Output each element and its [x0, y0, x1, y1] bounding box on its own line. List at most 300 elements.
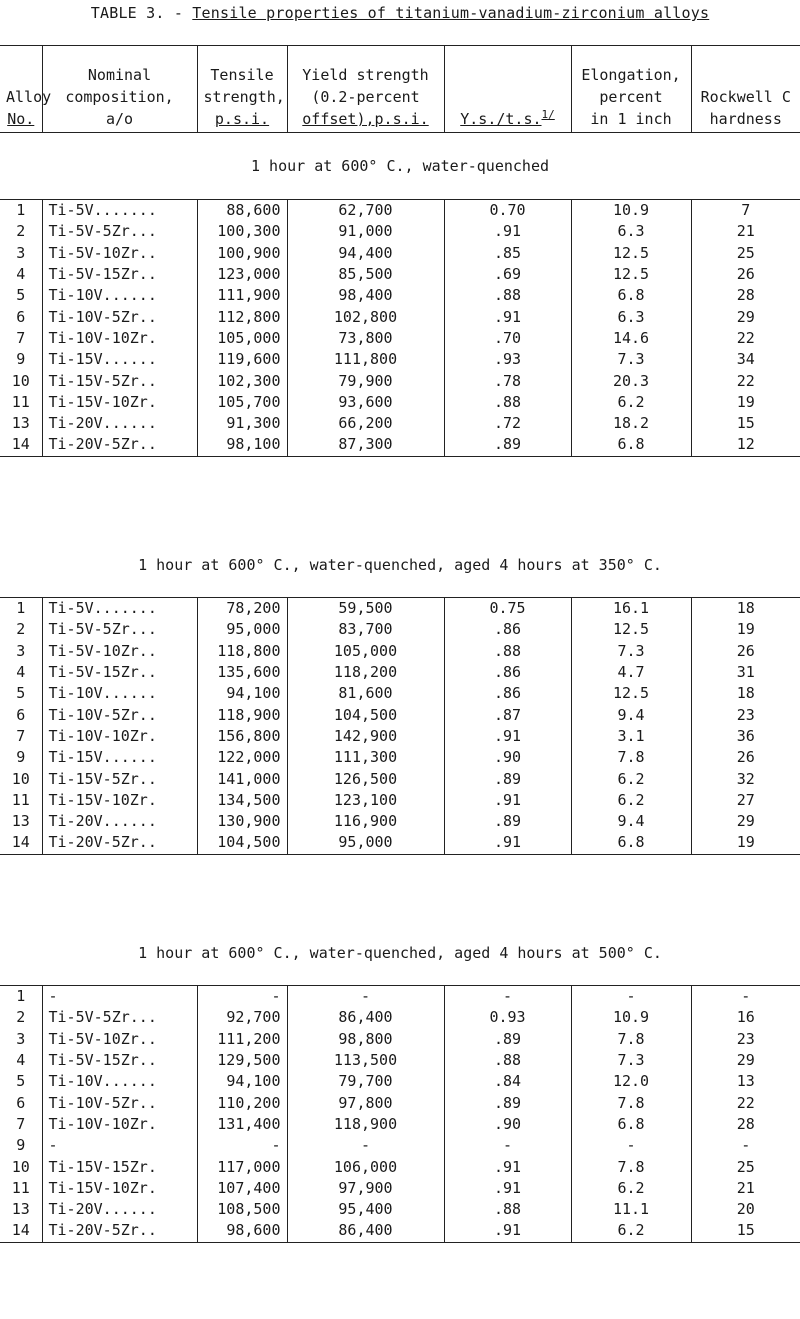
ratio-cell: 0.75 — [444, 598, 571, 620]
tensile-cell: 130,900 — [197, 811, 287, 832]
yield-cell: 59,500 — [287, 598, 444, 620]
composition-cell: Ti-10V-5Zr.. — [42, 1092, 197, 1113]
alloy-no-cell: 2 — [16, 620, 26, 639]
alloy-no-cell: 11 — [11, 392, 30, 411]
rockwell-cell: 29 — [691, 306, 800, 327]
table-row — [0, 598, 800, 620]
ratio-cell: .86 — [444, 683, 571, 704]
composition-cell: Ti-5V-10Zr.. — [42, 641, 197, 662]
composition-cell: Ti-5V....... — [42, 598, 197, 620]
elongation-cell: 18.2 — [571, 413, 691, 434]
composition-cell: Ti-10V-10Zr. — [42, 1114, 197, 1135]
table-row — [0, 986, 800, 1008]
alloy-no-cell: 4 — [16, 1051, 26, 1070]
yield-cell: 81,600 — [287, 683, 444, 704]
ratio-cell: .84 — [444, 1071, 571, 1092]
ratio-cell: .86 — [444, 662, 571, 683]
alloy-no-cell: 6 — [16, 1093, 26, 1112]
table-row — [0, 704, 800, 725]
tensile-cell: 95,000 — [197, 619, 287, 640]
composition-cell: Ti-5V-5Zr... — [42, 221, 197, 242]
col-header-tensile: Tensile strength, p.s.i. — [197, 46, 287, 133]
rockwell-cell: 29 — [691, 1050, 800, 1071]
yield-cell: 95,400 — [287, 1199, 444, 1220]
tensile-cell: 104,500 — [197, 832, 287, 854]
tensile-cell: - — [197, 986, 287, 1008]
elongation-cell: 6.3 — [571, 306, 691, 327]
rockwell-cell: - — [691, 1135, 800, 1156]
rockwell-cell: 16 — [691, 1007, 800, 1028]
yield-cell: 86,400 — [287, 1007, 444, 1028]
table-row — [0, 413, 800, 434]
rockwell-cell: 27 — [691, 790, 800, 811]
tensile-cell: 129,500 — [197, 1050, 287, 1071]
yield-cell: 85,500 — [287, 264, 444, 285]
tensile-cell: 107,400 — [197, 1178, 287, 1199]
tensile-cell: 105,700 — [197, 392, 287, 413]
ratio-cell: .90 — [444, 747, 571, 768]
rockwell-cell: 15 — [691, 1220, 800, 1242]
section-table — [0, 199, 800, 457]
composition-cell: Ti-10V...... — [42, 1071, 197, 1092]
elongation-cell: 7.8 — [571, 1156, 691, 1177]
elongation-cell: 6.8 — [571, 832, 691, 854]
yield-cell: 66,200 — [287, 413, 444, 434]
footnote-marker: 1/ — [541, 108, 555, 121]
tensile-cell: 108,500 — [197, 1199, 287, 1220]
yield-cell: 79,900 — [287, 370, 444, 391]
rockwell-cell: 23 — [691, 1029, 800, 1050]
yield-cell: 73,800 — [287, 328, 444, 349]
tensile-cell: 135,600 — [197, 662, 287, 683]
yield-cell: 105,000 — [287, 641, 444, 662]
yield-cell: 79,700 — [287, 1071, 444, 1092]
yield-cell: 98,400 — [287, 285, 444, 306]
table-row — [0, 243, 800, 264]
composition-cell: Ti-5V-15Zr.. — [42, 1050, 197, 1071]
alloy-no-cell: 9 — [16, 748, 26, 767]
alloy-no-cell: 5 — [16, 1072, 26, 1091]
table-title-text: Tensile properties of titanium-vanadium-zirconium alloys — [192, 4, 710, 22]
alloy-no-cell: 14 — [0, 832, 42, 854]
yield-cell: 95,000 — [287, 832, 444, 854]
col-header-composition: Nominal composition, a/o — [42, 46, 197, 133]
alloy-no-cell: 1 — [16, 201, 26, 220]
tensile-cell: 78,200 — [197, 598, 287, 620]
tensile-cell: 122,000 — [197, 747, 287, 768]
elongation-cell: 4.7 — [571, 662, 691, 683]
table-row — [0, 790, 800, 811]
table-title — [0, 4, 800, 22]
table-row — [0, 1220, 800, 1242]
ratio-cell: 0.93 — [444, 1007, 571, 1028]
alloy-no-cell: 1 — [16, 599, 26, 618]
tensile-cell: 118,900 — [197, 704, 287, 725]
tensile-cell: 110,200 — [197, 1092, 287, 1113]
tensile-cell: 119,600 — [197, 349, 287, 370]
col-header-elongation: Elongation, percent in 1 inch — [571, 46, 691, 133]
composition-cell: Ti-5V-5Zr... — [42, 1007, 197, 1028]
composition-cell: Ti-15V-5Zr.. — [42, 370, 197, 391]
rockwell-cell: 36 — [691, 726, 800, 747]
composition-cell: Ti-20V-5Zr.. — [42, 1220, 197, 1242]
table-row — [0, 1156, 800, 1177]
composition-cell: Ti-20V...... — [42, 1199, 197, 1220]
col-header-alloy: Alloy No. — [6, 88, 52, 128]
elongation-cell: 6.3 — [571, 221, 691, 242]
alloy-no-cell: 11 — [11, 790, 30, 809]
ratio-cell: .91 — [444, 1156, 571, 1177]
elongation-cell: 6.2 — [571, 1220, 691, 1242]
section-title: 1 hour at 600° C., water-quenched, aged 4 hours at 350° C. — [138, 556, 662, 574]
table-row — [0, 726, 800, 747]
alloy-no-cell: 4 — [16, 265, 26, 284]
alloy-no-cell: 7 — [16, 328, 26, 347]
composition-cell: Ti-20V...... — [42, 413, 197, 434]
ratio-cell: .72 — [444, 413, 571, 434]
col-header-rockwell: Rockwell C hardness — [691, 46, 800, 133]
ratio-cell: .91 — [444, 1178, 571, 1199]
alloy-no-cell: 1 — [16, 987, 26, 1006]
table-row — [0, 264, 800, 285]
tensile-cell: 102,300 — [197, 370, 287, 391]
alloy-no-cell: 5 — [16, 684, 26, 703]
rockwell-cell: 23 — [691, 704, 800, 725]
composition-cell: Ti-10V-5Zr.. — [42, 306, 197, 327]
alloy-no-cell: 13 — [11, 812, 30, 831]
elongation-cell: 6.2 — [571, 768, 691, 789]
yield-cell: 83,700 — [287, 619, 444, 640]
table-row — [0, 349, 800, 370]
elongation-cell: 6.2 — [571, 790, 691, 811]
tensile-cell: 94,100 — [197, 683, 287, 704]
ratio-cell: .90 — [444, 1114, 571, 1135]
ratio-cell: .88 — [444, 641, 571, 662]
rockwell-cell: 12 — [691, 434, 800, 456]
composition-cell: Ti-10V...... — [42, 683, 197, 704]
alloy-no-cell: 13 — [11, 1200, 30, 1219]
composition-cell: Ti-10V-5Zr.. — [42, 704, 197, 725]
table-row — [0, 1178, 800, 1199]
yield-cell: 93,600 — [287, 392, 444, 413]
ratio-cell: .88 — [444, 285, 571, 306]
composition-cell: Ti-15V-10Zr. — [42, 790, 197, 811]
table-row — [0, 619, 800, 640]
yield-cell: 126,500 — [287, 768, 444, 789]
yield-cell: 104,500 — [287, 704, 444, 725]
table-row — [0, 662, 800, 683]
table-row — [0, 392, 800, 413]
table-row — [0, 434, 800, 456]
elongation-cell: 7.8 — [571, 1029, 691, 1050]
elongation-cell: - — [571, 986, 691, 1008]
alloy-no-cell: 3 — [16, 641, 26, 660]
table-row — [0, 1050, 800, 1071]
rockwell-cell: 26 — [691, 641, 800, 662]
alloy-no-cell: 9 — [16, 350, 26, 369]
composition-cell: Ti-5V-10Zr.. — [42, 243, 197, 264]
elongation-cell: 10.9 — [571, 200, 691, 222]
rockwell-cell: 22 — [691, 1092, 800, 1113]
col-header-yield: Yield strength (0.2-percent offset),p.s.i. — [287, 46, 444, 133]
rockwell-cell: 19 — [691, 832, 800, 854]
elongation-cell: 11.1 — [571, 1199, 691, 1220]
alloy-no-cell: 14 — [0, 434, 42, 456]
alloy-no-cell: 14 — [0, 1220, 42, 1242]
yield-cell: 62,700 — [287, 200, 444, 222]
alloy-no-cell: 7 — [16, 1114, 26, 1133]
yield-cell: 87,300 — [287, 434, 444, 456]
rockwell-cell: 18 — [691, 598, 800, 620]
rockwell-cell: 20 — [691, 1199, 800, 1220]
ratio-cell: .89 — [444, 434, 571, 456]
ratio-cell: .89 — [444, 1029, 571, 1050]
alloy-no-cell: 6 — [16, 705, 26, 724]
rockwell-cell: - — [691, 986, 800, 1008]
rockwell-cell: 13 — [691, 1071, 800, 1092]
elongation-cell: 12.5 — [571, 264, 691, 285]
tensile-cell: 112,800 — [197, 306, 287, 327]
ratio-cell: - — [444, 986, 571, 1008]
rockwell-cell: 15 — [691, 413, 800, 434]
elongation-cell: 3.1 — [571, 726, 691, 747]
elongation-cell: 6.2 — [571, 392, 691, 413]
ratio-cell: .89 — [444, 1092, 571, 1113]
tensile-cell: 94,100 — [197, 1071, 287, 1092]
composition-cell: Ti-15V...... — [42, 747, 197, 768]
table-row — [0, 1114, 800, 1135]
tensile-cell: 134,500 — [197, 790, 287, 811]
ratio-cell: .91 — [444, 832, 571, 854]
alloy-no-cell: 2 — [16, 222, 26, 241]
table-row — [0, 1007, 800, 1028]
alloy-no-cell: 7 — [16, 726, 26, 745]
elongation-cell: 6.8 — [571, 285, 691, 306]
alloy-no-cell: 3 — [16, 243, 26, 262]
ratio-cell: .78 — [444, 370, 571, 391]
ratio-cell: .91 — [444, 1220, 571, 1242]
composition-cell: Ti-5V-10Zr.. — [42, 1029, 197, 1050]
yield-cell: 111,800 — [287, 349, 444, 370]
ratio-cell: .93 — [444, 349, 571, 370]
composition-cell: Ti-15V-15Zr. — [42, 1156, 197, 1177]
yield-cell: 102,800 — [287, 306, 444, 327]
table-row — [0, 1029, 800, 1050]
composition-cell: Ti-5V-15Zr.. — [42, 264, 197, 285]
yield-cell: 142,900 — [287, 726, 444, 747]
ratio-cell: .89 — [444, 768, 571, 789]
composition-cell: Ti-15V-5Zr.. — [42, 768, 197, 789]
elongation-cell: 12.0 — [571, 1071, 691, 1092]
yield-cell: 97,800 — [287, 1092, 444, 1113]
rockwell-cell: 19 — [691, 392, 800, 413]
rockwell-cell: 19 — [691, 619, 800, 640]
tensile-cell: 88,600 — [197, 200, 287, 222]
composition-cell: - — [42, 986, 197, 1008]
ratio-cell: .69 — [444, 264, 571, 285]
composition-cell: Ti-10V...... — [42, 285, 197, 306]
elongation-cell: 7.3 — [571, 349, 691, 370]
ratio-cell: .88 — [444, 1199, 571, 1220]
rockwell-cell: 31 — [691, 662, 800, 683]
elongation-cell: 12.5 — [571, 683, 691, 704]
yield-cell: 118,900 — [287, 1114, 444, 1135]
alloy-no-cell: 5 — [16, 286, 26, 305]
alloy-no-cell: 4 — [16, 663, 26, 682]
elongation-cell: 10.9 — [571, 1007, 691, 1028]
ratio-cell: .87 — [444, 704, 571, 725]
rockwell-cell: 18 — [691, 683, 800, 704]
tensile-cell: 117,000 — [197, 1156, 287, 1177]
table-row — [0, 370, 800, 391]
elongation-cell: 14.6 — [571, 328, 691, 349]
composition-cell: Ti-15V-10Zr. — [42, 392, 197, 413]
tensile-cell: 141,000 — [197, 768, 287, 789]
yield-cell: 118,200 — [287, 662, 444, 683]
elongation-cell: 9.4 — [571, 811, 691, 832]
table-row — [0, 306, 800, 327]
ratio-cell: 0.70 — [444, 200, 571, 222]
ratio-cell: .89 — [444, 811, 571, 832]
elongation-cell: 6.8 — [571, 434, 691, 456]
yield-cell: 113,500 — [287, 1050, 444, 1071]
ratio-cell: .88 — [444, 1050, 571, 1071]
composition-cell: Ti-5V....... — [42, 200, 197, 222]
table-row — [0, 768, 800, 789]
yield-cell: 97,900 — [287, 1178, 444, 1199]
alloy-no-cell: 10 — [11, 769, 30, 788]
tensile-cell: 156,800 — [197, 726, 287, 747]
elongation-cell: - — [571, 1135, 691, 1156]
elongation-cell: 20.3 — [571, 370, 691, 391]
tensile-cell: 111,200 — [197, 1029, 287, 1050]
table-row — [0, 328, 800, 349]
composition-cell: Ti-5V-5Zr... — [42, 619, 197, 640]
yield-cell: - — [287, 986, 444, 1008]
tensile-cell: 131,400 — [197, 1114, 287, 1135]
table-row — [0, 641, 800, 662]
alloy-no-cell: 3 — [16, 1029, 26, 1048]
rockwell-cell: 22 — [691, 328, 800, 349]
table-row — [0, 811, 800, 832]
elongation-cell: 16.1 — [571, 598, 691, 620]
table-header — [0, 45, 800, 133]
ratio-cell: .91 — [444, 221, 571, 242]
col-header-ratio: Y.s./t.s.$^{1/}$ — [444, 46, 571, 133]
elongation-cell: 6.2 — [571, 1178, 691, 1199]
rockwell-cell: 22 — [691, 370, 800, 391]
composition-cell: Ti-20V-5Zr.. — [42, 434, 197, 456]
elongation-cell: 9.4 — [571, 704, 691, 725]
table-row — [0, 832, 800, 854]
rockwell-cell: 32 — [691, 768, 800, 789]
composition-cell: Ti-20V-5Zr.. — [42, 832, 197, 854]
rockwell-cell: 26 — [691, 747, 800, 768]
tensile-cell: 118,800 — [197, 641, 287, 662]
composition-cell: Ti-20V...... — [42, 811, 197, 832]
yield-cell: 91,000 — [287, 221, 444, 242]
ratio-cell: .91 — [444, 790, 571, 811]
rockwell-cell: 26 — [691, 264, 800, 285]
section-table — [0, 985, 800, 1243]
yield-cell: 111,300 — [287, 747, 444, 768]
composition-cell: Ti-10V-10Zr. — [42, 328, 197, 349]
elongation-cell: 12.5 — [571, 619, 691, 640]
table-row — [0, 200, 800, 222]
alloy-no-cell: 2 — [16, 1008, 26, 1027]
ratio-cell: .91 — [444, 726, 571, 747]
rockwell-cell: 7 — [691, 200, 800, 222]
composition-cell: Ti-10V-10Zr. — [42, 726, 197, 747]
yield-cell: 123,100 — [287, 790, 444, 811]
alloy-no-cell: 9 — [16, 1136, 26, 1155]
tensile-cell: 92,700 — [197, 1007, 287, 1028]
alloy-no-cell: 10 — [11, 1157, 30, 1176]
composition-cell: Ti-5V-15Zr.. — [42, 662, 197, 683]
composition-cell: - — [42, 1135, 197, 1156]
rockwell-cell: 28 — [691, 1114, 800, 1135]
elongation-cell: 7.3 — [571, 641, 691, 662]
table-row — [0, 1135, 800, 1156]
ratio-cell: - — [444, 1135, 571, 1156]
table-row — [0, 285, 800, 306]
tensile-cell: 111,900 — [197, 285, 287, 306]
tensile-cell: 123,000 — [197, 264, 287, 285]
section-table — [0, 597, 800, 855]
tensile-cell: 98,600 — [197, 1220, 287, 1242]
table-row — [0, 683, 800, 704]
yield-cell: 94,400 — [287, 243, 444, 264]
tensile-cell: - — [197, 1135, 287, 1156]
elongation-cell: 7.8 — [571, 1092, 691, 1113]
yield-cell: 106,000 — [287, 1156, 444, 1177]
table-row — [0, 221, 800, 242]
tensile-cell: 105,000 — [197, 328, 287, 349]
tensile-cell: 100,900 — [197, 243, 287, 264]
table-row — [0, 1199, 800, 1220]
alloy-no-cell: 11 — [11, 1178, 30, 1197]
section-title: 1 hour at 600° C., water-quenched — [250, 157, 549, 175]
section-title: 1 hour at 600° C., water-quenched, aged 4 hours at 500° C. — [138, 944, 662, 962]
elongation-cell: 12.5 — [571, 243, 691, 264]
rockwell-cell: 21 — [691, 1178, 800, 1199]
ratio-cell: .86 — [444, 619, 571, 640]
composition-cell: Ti-15V-10Zr. — [42, 1178, 197, 1199]
rockwell-cell: 25 — [691, 1156, 800, 1177]
tensile-cell: 91,300 — [197, 413, 287, 434]
rockwell-cell: 25 — [691, 243, 800, 264]
yield-cell: 86,400 — [287, 1220, 444, 1242]
ratio-cell: .91 — [444, 306, 571, 327]
composition-cell: Ti-15V...... — [42, 349, 197, 370]
ratio-cell: .85 — [444, 243, 571, 264]
tensile-cell: 100,300 — [197, 221, 287, 242]
elongation-cell: 7.3 — [571, 1050, 691, 1071]
yield-cell: 98,800 — [287, 1029, 444, 1050]
yield-cell: - — [287, 1135, 444, 1156]
ratio-cell: .70 — [444, 328, 571, 349]
rockwell-cell: 34 — [691, 349, 800, 370]
elongation-cell: 6.8 — [571, 1114, 691, 1135]
table-row — [0, 1092, 800, 1113]
rockwell-cell: 29 — [691, 811, 800, 832]
rockwell-cell: 21 — [691, 221, 800, 242]
tensile-cell: 98,100 — [197, 434, 287, 456]
elongation-cell: 7.8 — [571, 747, 691, 768]
alloy-no-cell: 6 — [16, 307, 26, 326]
alloy-no-cell: 10 — [11, 371, 30, 390]
table-title-prefix: TABLE 3. - — [90, 4, 193, 22]
